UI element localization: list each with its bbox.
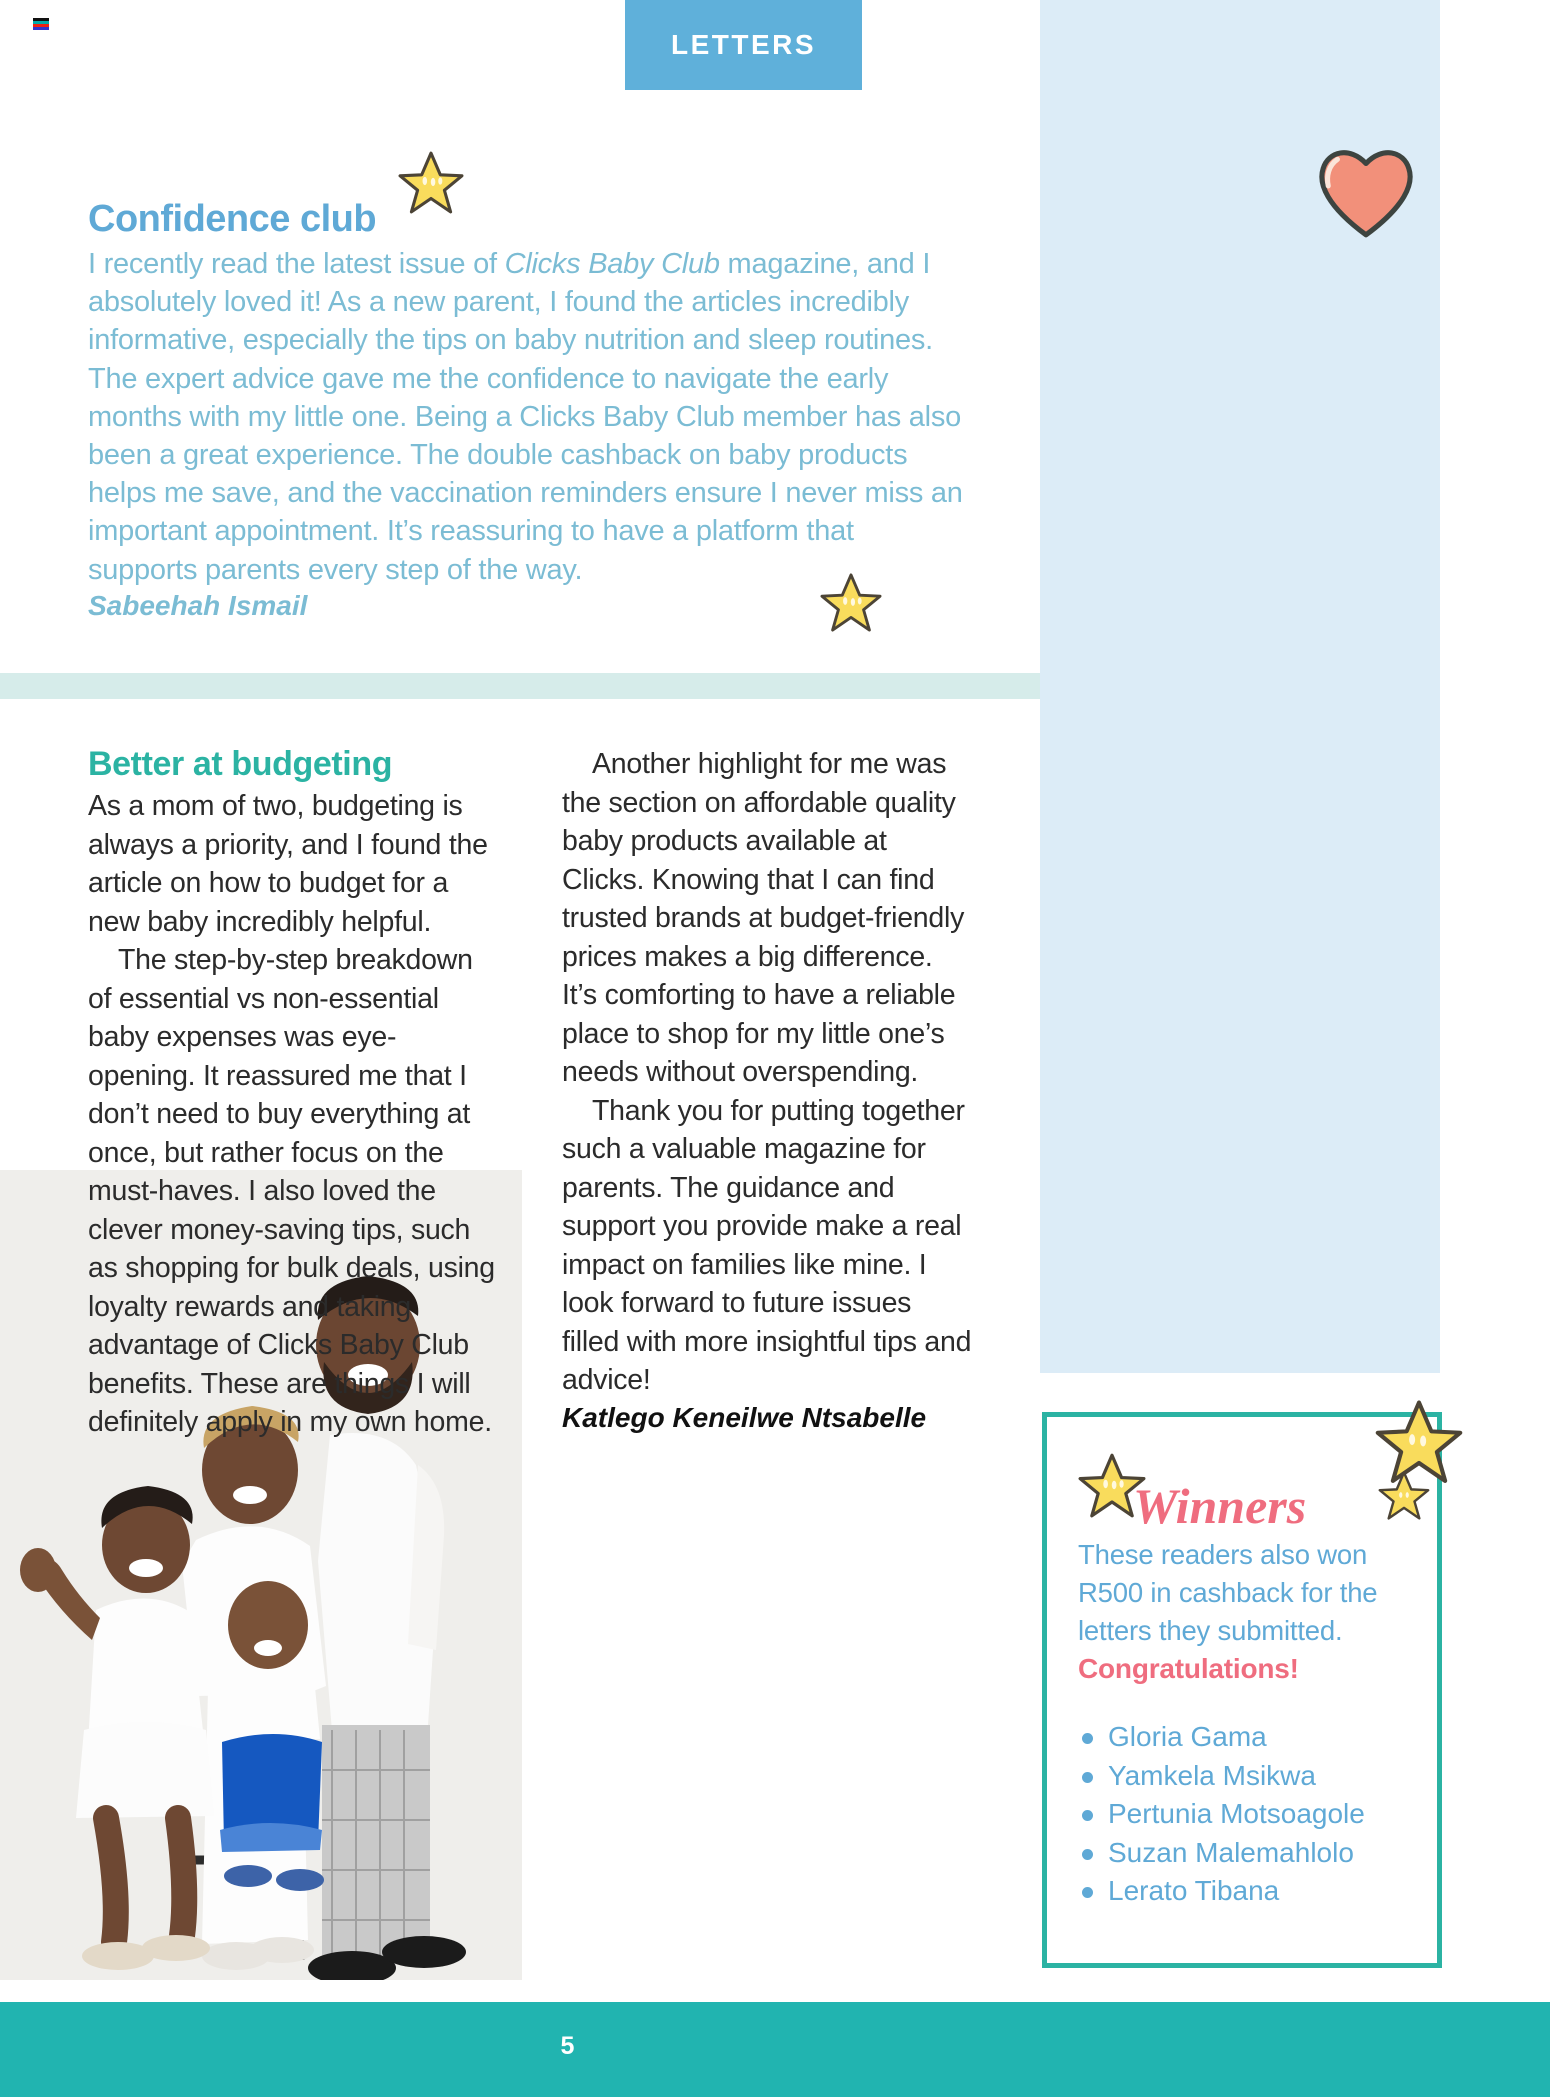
list-item: Gloria Gama bbox=[1078, 1718, 1418, 1757]
star-icon bbox=[1078, 1452, 1146, 1518]
star-icon bbox=[398, 150, 464, 214]
budgeting-para-3: Another highlight for me was the section on affordable quality baby products available at Clicks. Knowing that I can find trusted brands at budget-friendly prices makes a big difference. It’s comforting to have a reliable place to shop for my little one’s needs without overspending. bbox=[562, 748, 965, 1088]
budgeting-body-col2 bbox=[562, 745, 972, 1400]
winners-list bbox=[1078, 1718, 1418, 1911]
confidence-body-part2: magazine, and I absolutely loved it! As a new parent, I found the articles incredibly informative, especially the tips on baby nutrition and sleep routines. The expert advice gave me the confidence to navigate the early months with my little one. Being a Clicks Baby Club member has also been a great experience. The double cashback on baby products helps me save, and the vaccination reminders ensure I never miss an important appointment. It’s reassuring to have a platform that supports parents every step of the way. bbox=[88, 248, 963, 586]
budgeting-letter-column-2 bbox=[562, 745, 972, 1434]
list-item: Pertunia Motsoagole bbox=[1078, 1795, 1418, 1834]
star-icon bbox=[1378, 1470, 1430, 1520]
winners-description bbox=[1078, 1536, 1418, 1688]
budgeting-body-col1 bbox=[88, 787, 498, 1442]
budgeting-para-1: As a mom of two, budgeting is always a priority, and I found the article on how to budget for a new baby incredibly helpful. bbox=[88, 790, 488, 938]
section-tab-letters bbox=[625, 0, 862, 90]
confidence-heading: Confidence club bbox=[88, 198, 377, 240]
list-item: Suzan Malemahlolo bbox=[1078, 1834, 1418, 1873]
winners-content bbox=[1078, 1480, 1418, 1911]
page-number: 5 bbox=[560, 2032, 575, 2060]
section-divider-band bbox=[0, 673, 1040, 699]
budgeting-letter-column-1 bbox=[88, 745, 498, 1442]
budgeting-signature: Katlego Keneilwe Ntsabelle bbox=[562, 1401, 927, 1433]
section-tab-label: LETTERS bbox=[670, 29, 817, 60]
magazine-title-italic: Clicks Baby Club bbox=[504, 248, 720, 280]
confidence-signature: Sabeehah Ismail bbox=[88, 589, 308, 621]
winners-congrats: Congratulations! bbox=[1078, 1653, 1299, 1684]
confidence-letter bbox=[88, 198, 968, 622]
confidence-body bbox=[88, 245, 968, 589]
heart-icon bbox=[1315, 143, 1417, 239]
budgeting-para-2: The step-by-step breakdown of essential vs non-essential baby expenses was eye-opening. It reassured me that I don’t need to buy everything at once, but rather focus on the must-haves. I also loved the clever money-saving tips, such as shopping for bulk deals, using loyalty rewards and taking advantage of Clicks Baby Club benefits. These are things I will definitely apply in my own home. bbox=[88, 944, 495, 1438]
budgeting-para-4: Thank you for putting together such a valuable magazine for parents. The guidance and support you provide make a real impact on families like mine. I look forward to future issues filled with more insightful tips and advice! bbox=[562, 1094, 972, 1396]
registration-mark bbox=[33, 18, 49, 30]
star-icon bbox=[820, 572, 882, 632]
winners-title: Winners bbox=[1133, 1478, 1307, 1534]
budgeting-heading: Better at budgeting bbox=[88, 745, 393, 783]
winners-description-text: These readers also won R500 in cashback for the letters they submitted. bbox=[1078, 1539, 1378, 1646]
confidence-body-part1: I recently read the latest issue of bbox=[88, 248, 505, 280]
list-item: Yamkela Msikwa bbox=[1078, 1757, 1418, 1796]
list-item: Lerato Tibana bbox=[1078, 1872, 1418, 1911]
